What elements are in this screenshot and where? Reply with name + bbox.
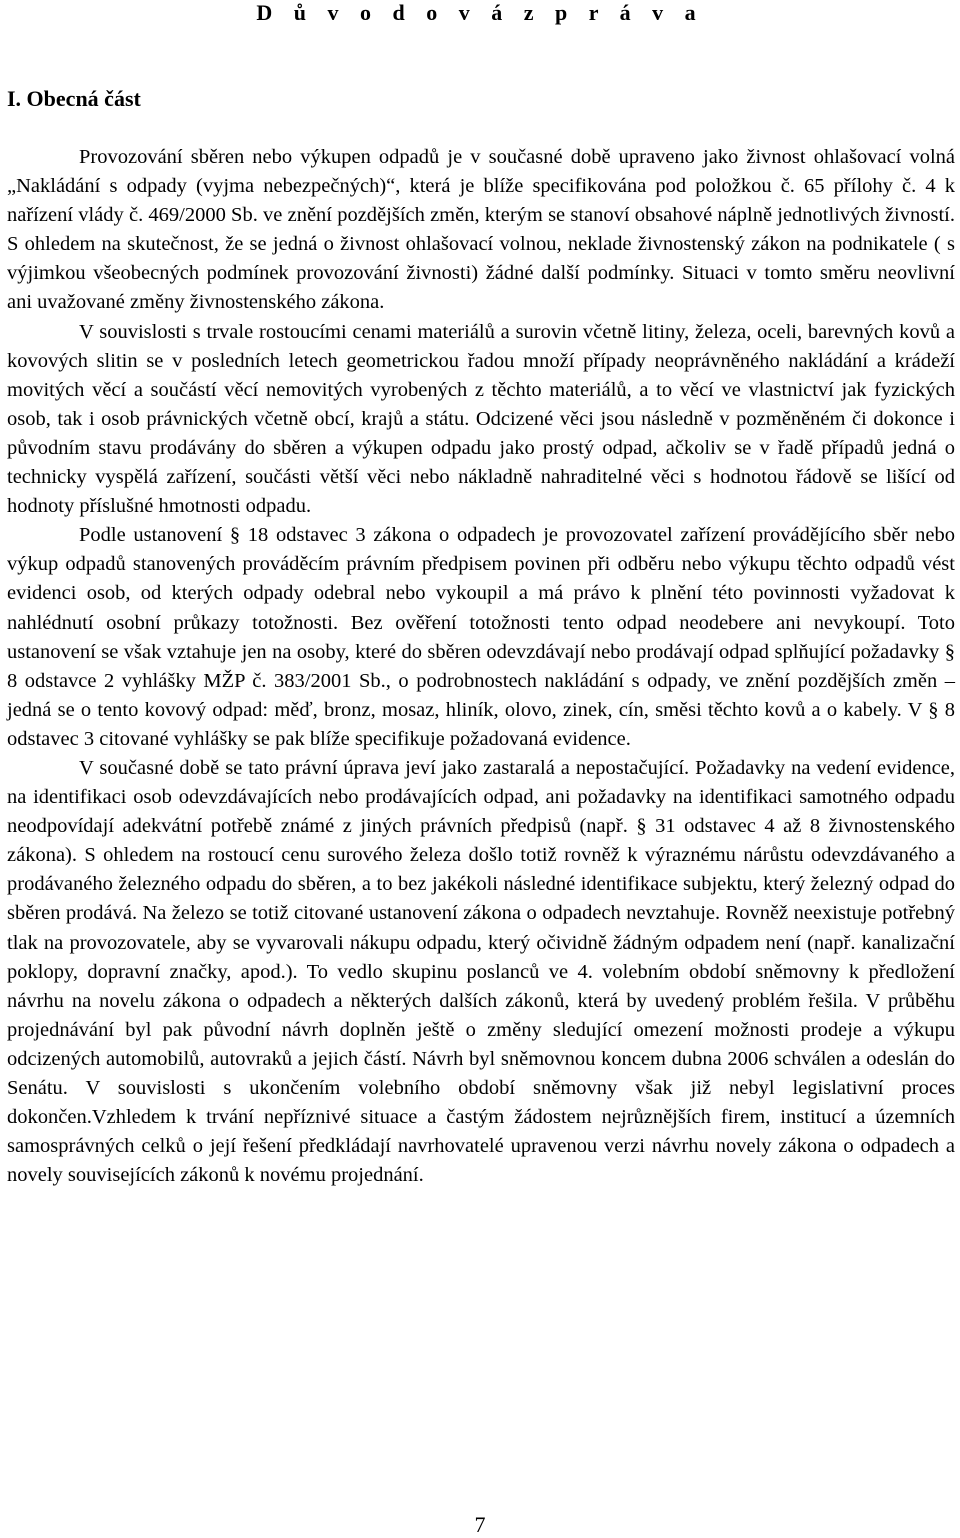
paragraph: V současné době se tato právní úprava jeví jako zastaralá a nepostačující. Požadavky na vedení evidence, na identifikaci osob odevzdávajících nebo prodávajících odpad, ani požadavky na identifikaci samotného odpadu neodpovídají adekvátní potřebě známé z jiných právních předpisů (např. § 31 odstavec 4 až 8 živnostenského zákona). S ohledem na rostoucí cenu surového železa došlo totiž rovněž k výraznému nárůstu odevzdávaného a prodávaného železného odpadu do sběren, a to bez jakékoli následné identifikace subjektu, který železný odpad do sběren prodává. Na železo se totiž citované ustanovení zákona o odpadech nevztahuje. Rovněž neexistuje potřebný tlak na provozovatele, aby se vyvarovali nákupu odpadu, který očividně žádným odpadem není (např. kanalizační poklopy, dopravní značky, apod.). To vedlo skupinu poslanců ve 4. volebním období sněmovny k předložení návrhu na novelu zákona o odpadech a některých dalších zákonů, která by uvedený problém řešila. V průběhu projednávání byl pak původní návrh doplněn ještě o změny sledující omezení možnosti prodeje a výkupu odcizených automobilů, autovraků a jejich částí. Návrh byl sněmovnou koncem dubna 2006 schválen a odeslán do Senátu. V souvislosti s ukončením volebního období sněmovny však již nebyl legislativní proces dokončen.Vzhledem k trvání nepříznivé situace a častým žádostem nejrůznějších firem, institucí a územních samosprávných celků o její řešení předkládají navrhovatelé upravenou verzi návrhu novely zákona o odpadech a novely souvisejících zákonů k novému projednání. [7,756,955,1187]
paragraph: Provozování sběren nebo výkupen odpadů je v současné době upraveno jako živnost ohlašovací volná „Nakládání s odpady (vyjma nebezpečných)“, která je blíže specifikována pod položkou č. 65 přílohy č. 4 k nařízení vlády č. 469/2000 Sb. ve znění pozdějších změn, kterým se stanoví obsahové náplně jednotlivých živností. S ohledem na skutečnost, že se jedná o živnost ohlašovací volnou, neklade živnostenský zákon na podnikatele ( s výjimkou všeobecných podmínek provozování živnosti) žádné další podmínky. Situaci v tomto směru neovlivní ani uvažované změny živnostenského zákona. [7,146,955,314]
section-heading: I. Obecná část [7,86,141,111]
page-number: 7 [474,1512,486,1537]
paragraph: V souvislosti s trvale rostoucími cenami materiálů a surovin včetně litiny, železa, oceli, barevných kovů a kovových slitin se v posledních letech geometrickou řadou množí případy neoprávněného nakládání a krádeží movitých věcí a součástí věcí nemovitých vyrobených z těchto materiálů, a to věcí ve vlastnictví jak fyzických osob, tak i osob právnických včetně obcí, krajů a státu. Odcizené věci jsou následně v pozměněném či dokonce i původním stavu prodávány do sběren a výkupen odpadu jako prostý odpad, ačkoliv se v řadě případů jedná o technicky vyspělá zařízení, součásti větší věci nebo nákladně nahraditelné věci s hodnotou řádově se lišící od hodnoty příslušné hmotnosti odpadu. [7,320,955,518]
document-body [7,143,955,1190]
paragraph: Podle ustanovení § 18 odstavec 3 zákona o odpadech je provozovatel zařízení provádějícího sběr nebo výkup odpadů stanovených prováděcím právním předpisem povinen při odběru nebo výkupu těchto odpadů vést evidenci osob, od kterých odpady odebral nebo vykoupil a má právo k plnění této povinnosti vyžadovat k nahlédnutí osobní průkazy totožnosti. Bez ověření totožnosti tento odpad neodebere ani nevykoupí. Toto ustanovení se však vztahuje jen na osoby, které do sběren odevzdávají nebo prodávají odpad splňující požadavky § 8 odstavce 2 vyhlášky MŽP č. 383/2001 Sb., o podrobnostech nakládání s odpady, ve znění pozdějších změn – jedná se o tento kovový odpad: měď, bronz, mosaz, hliník, olovo, zinek, cín, směsi těchto kovů a o kabely. V § 8 odstavec 3 citované vyhlášky se pak blíže specifikuje požadovaná evidence. [7,524,955,750]
document-title: D ů v o d o v á z p r á v a [256,0,704,25]
